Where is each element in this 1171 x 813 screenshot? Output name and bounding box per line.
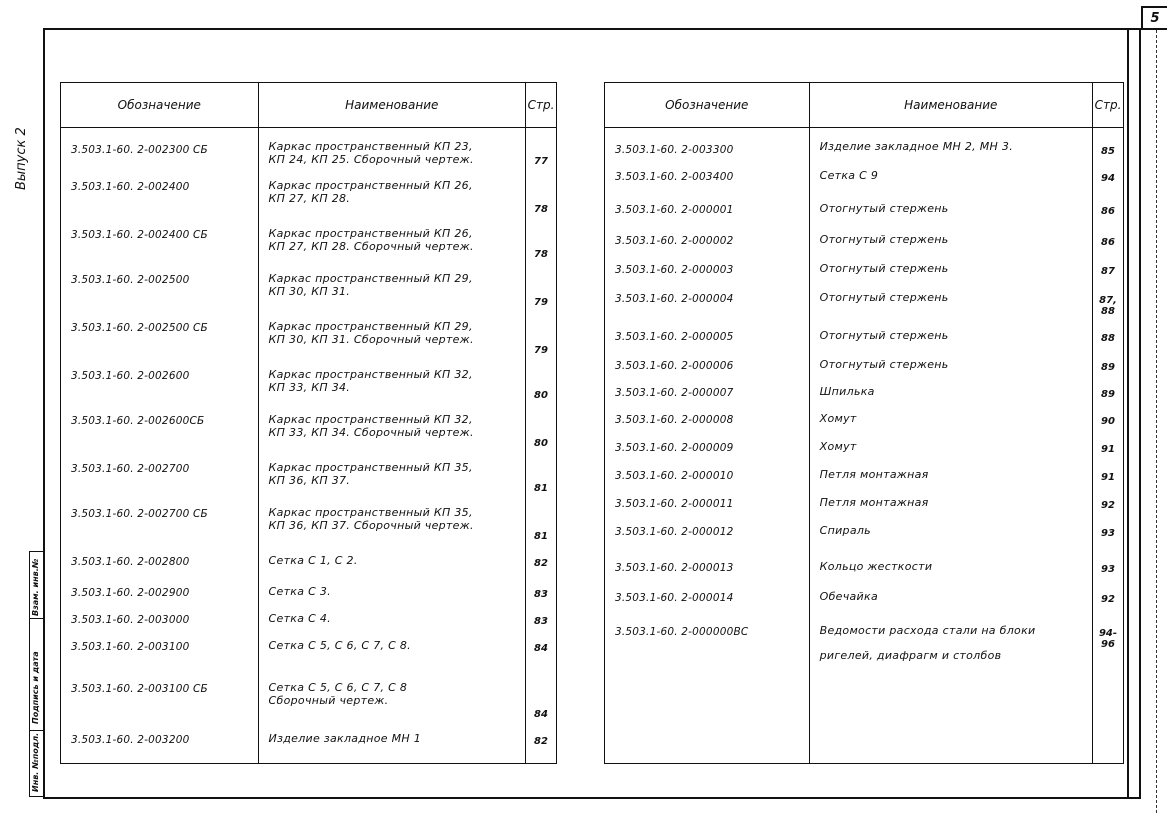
left-page-cell: 79	[525, 266, 556, 314]
left-name-line: Сетка С 4.	[268, 611, 331, 625]
left-row	[61, 500, 557, 548]
right-name-line: Отогнутый стержень	[819, 262, 949, 275]
left-row	[61, 633, 557, 675]
right-name-cell	[809, 163, 1092, 196]
left-name-cell	[258, 633, 525, 675]
right-row	[605, 352, 1124, 379]
left-name-line: Каркас пространственный КП 35,	[268, 460, 473, 474]
right-name-cell	[809, 434, 1092, 462]
left-page-cell: 83	[525, 579, 556, 606]
right-page-cell: 86	[1092, 196, 1123, 227]
right-name-cell	[809, 554, 1092, 584]
right-header-designation: Обозначение	[605, 83, 810, 128]
left-page-cell: 82	[525, 726, 556, 764]
left-name-cell	[258, 407, 525, 455]
left-name-cell	[258, 548, 525, 579]
right-name-cell	[809, 462, 1092, 490]
left-name-line: Сетка С 5, С 6, С 7, С 8	[268, 680, 408, 694]
left-name-line: Каркас пространственный КП 32,	[268, 367, 473, 381]
right-name-cell	[809, 490, 1092, 518]
left-name-line: Каркас пространственный КП 35,	[268, 505, 473, 519]
right-page-cell: 92	[1092, 490, 1123, 518]
left-designation-cell: 3.503.1-60. 2-002500 СБ	[61, 314, 259, 362]
right-designation-cell: 3.503.1-60. 2-000007	[605, 379, 810, 406]
issue-label-text: Выпуск 2	[14, 127, 29, 190]
right-name-line: Обечайка	[819, 590, 878, 603]
left-name-line: Каркас пространственный КП 29,	[268, 271, 473, 285]
right-header-row	[605, 83, 1124, 128]
right-designation-cell: 3.503.1-60. 2-000004	[605, 285, 810, 323]
right-row	[605, 518, 1124, 554]
left-page-cell: 79	[525, 314, 556, 362]
right-name-line: ригелей, диафрагм и столбов	[819, 649, 1002, 662]
right-designation-cell: 3.503.1-60. 2-000008	[605, 406, 810, 434]
right-name-cell	[809, 584, 1092, 618]
left-name-line: Каркас пространственный КП 29,	[268, 319, 473, 333]
right-header-page: Стр.	[1092, 83, 1123, 128]
right-name-cell	[809, 196, 1092, 227]
left-designation-cell: 3.503.1-60. 2-003100	[61, 633, 259, 675]
right-name-line: Хомут	[819, 440, 857, 453]
left-designation-cell: 3.503.1-60. 2-002800	[61, 548, 259, 579]
left-name-line: Изделие закладное МН 1	[268, 731, 422, 745]
right-row	[605, 584, 1124, 618]
right-designation-cell: 3.503.1-60. 2-000009	[605, 434, 810, 462]
left-name-line: КП 33, КП 34.	[268, 380, 351, 394]
left-page-cell: 77	[525, 128, 556, 173]
right-designation-cell: 3.503.1-60. 2-000012	[605, 518, 810, 554]
left-row	[61, 128, 557, 173]
right-page-cell: 86	[1092, 227, 1123, 256]
right-name-line: Отогнутый стержень	[819, 202, 949, 215]
right-page-cell: 92	[1092, 584, 1123, 618]
left-page-cell: 84	[525, 675, 556, 726]
left-row	[61, 606, 557, 633]
right-spec-table	[604, 82, 1124, 764]
right-page-cell: 90	[1092, 406, 1123, 434]
right-name-cell	[809, 285, 1092, 323]
right-page-cell: 91	[1092, 434, 1123, 462]
left-header-designation: Обозначение	[61, 83, 259, 128]
right-row	[605, 379, 1124, 406]
right-name-line: Отогнутый стержень	[819, 329, 949, 342]
left-header-row	[61, 83, 557, 128]
left-designation-cell: 3.503.1-60. 2-002700	[61, 455, 259, 500]
right-row	[605, 323, 1124, 352]
left-name-line: КП 27, КП 28. Сборочный чертеж.	[268, 239, 474, 253]
right-page-cell: 91	[1092, 462, 1123, 490]
left-name-line: КП 33, КП 34. Сборочный чертеж.	[268, 425, 474, 439]
left-name-line: Сборочный чертеж.	[268, 693, 389, 707]
right-designation-cell: 3.503.1-60. 2-000001	[605, 196, 810, 227]
left-name-line: КП 30, КП 31.	[268, 284, 351, 298]
left-page-cell: 82	[525, 548, 556, 579]
right-name-line: Ведомости расхода стали на блоки	[819, 624, 1036, 637]
right-designation-cell: 3.503.1-60. 2-003300	[605, 128, 810, 164]
right-page-cell: 89	[1092, 352, 1123, 379]
right-designation-cell: 3.503.1-60. 2-000003	[605, 256, 810, 285]
left-row	[61, 548, 557, 579]
left-name-cell	[258, 606, 525, 633]
stamp-cell-signature	[30, 620, 43, 731]
right-name-cell	[809, 406, 1092, 434]
left-row	[61, 314, 557, 362]
left-name-line: Сетка С 1, С 2.	[268, 553, 358, 567]
right-row	[605, 490, 1124, 518]
left-page-cell: 78	[525, 173, 556, 221]
right-name-line: Петля монтажная	[819, 496, 929, 509]
right-row	[605, 196, 1124, 227]
left-spec-table	[60, 82, 557, 764]
right-name-cell	[809, 518, 1092, 554]
right-name-line: Спираль	[819, 524, 871, 537]
right-name-cell	[809, 352, 1092, 379]
left-name-cell	[258, 314, 525, 362]
left-designation-cell: 3.503.1-60. 2-002300 СБ	[61, 128, 259, 173]
left-row	[61, 362, 557, 407]
left-row	[61, 173, 557, 221]
left-page-cell: 81	[525, 500, 556, 548]
left-name-line: Каркас пространственный КП 26,	[268, 178, 473, 192]
left-name-cell	[258, 362, 525, 407]
right-row	[605, 256, 1124, 285]
left-header-page: Стр.	[525, 83, 556, 128]
stamp-cell-replace	[30, 552, 43, 619]
right-page-cell: 94-96	[1092, 618, 1123, 763]
left-designation-cell: 3.503.1-60. 2-002500	[61, 266, 259, 314]
right-row	[605, 618, 1124, 763]
right-row	[605, 462, 1124, 490]
left-designation-cell: 3.503.1-60. 2-003100 СБ	[61, 675, 259, 726]
left-name-line: КП 30, КП 31. Сборочный чертеж.	[268, 332, 474, 346]
right-row	[605, 128, 1124, 164]
right-name-cell	[809, 618, 1092, 763]
left-page-cell: 78	[525, 221, 556, 266]
right-name-line: Отогнутый стержень	[819, 233, 949, 246]
right-row	[605, 285, 1124, 323]
left-page-cell: 83	[525, 606, 556, 633]
stamp-label-replace: Взам. инв.№	[31, 558, 40, 616]
right-page-cell: 89	[1092, 379, 1123, 406]
left-designation-cell: 3.503.1-60. 2-002600СБ	[61, 407, 259, 455]
left-row	[61, 266, 557, 314]
left-name-cell	[258, 266, 525, 314]
right-designation-cell: 3.503.1-60. 2-000006	[605, 352, 810, 379]
right-page-cell: 88	[1092, 323, 1123, 352]
right-designation-cell: 3.503.1-60. 2-000000ВС	[605, 618, 810, 763]
right-page-cell: 87, 88	[1092, 285, 1123, 323]
right-name-cell	[809, 379, 1092, 406]
right-name-line: Хомут	[819, 412, 857, 425]
frame-inner-line	[1127, 28, 1129, 799]
right-designation-cell: 3.503.1-60. 2-000013	[605, 554, 810, 584]
right-name-cell	[809, 323, 1092, 352]
right-page-cell: 87	[1092, 256, 1123, 285]
stamp-cell-inventory	[30, 732, 43, 794]
left-row	[61, 579, 557, 606]
left-page-cell: 80	[525, 407, 556, 455]
left-name-cell	[258, 173, 525, 221]
right-page-cell: 93	[1092, 554, 1123, 584]
right-row	[605, 434, 1124, 462]
right-designation-cell: 3.503.1-60. 2-000014	[605, 584, 810, 618]
right-page-cell: 93	[1092, 518, 1123, 554]
right-page-cell: 85	[1092, 128, 1123, 164]
right-name-line: Сетка С 9	[819, 169, 879, 182]
right-row	[605, 227, 1124, 256]
left-page-cell: 80	[525, 362, 556, 407]
left-name-cell	[258, 579, 525, 606]
left-page-cell: 81	[525, 455, 556, 500]
left-name-line: КП 24, КП 25. Сборочный чертеж.	[268, 153, 474, 166]
right-row	[605, 554, 1124, 584]
left-name-line: КП 27, КП 28.	[268, 191, 351, 205]
side-stamp	[29, 551, 45, 797]
left-name-line: Каркас пространственный КП 23,	[268, 140, 473, 153]
left-header-name: Наименование	[258, 83, 525, 128]
left-designation-cell: 3.503.1-60. 2-002900	[61, 579, 259, 606]
left-name-line: КП 36, КП 37.	[268, 473, 351, 487]
right-designation-cell: 3.503.1-60. 2-000005	[605, 323, 810, 352]
page-number: 5	[1141, 6, 1167, 30]
left-designation-cell: 3.503.1-60. 2-002600	[61, 362, 259, 407]
left-row	[61, 221, 557, 266]
left-designation-cell: 3.503.1-60. 2-002400 СБ	[61, 221, 259, 266]
right-name-cell	[809, 128, 1092, 164]
right-name-line: Шпилька	[819, 385, 875, 398]
left-row	[61, 675, 557, 726]
binding-dashed-edge	[1156, 30, 1157, 813]
left-row	[61, 407, 557, 455]
left-designation-cell: 3.503.1-60. 2-002700 СБ	[61, 500, 259, 548]
left-name-cell	[258, 500, 525, 548]
issue-label	[14, 100, 34, 190]
right-designation-cell: 3.503.1-60. 2-003400	[605, 163, 810, 196]
right-name-cell	[809, 227, 1092, 256]
left-name-cell	[258, 128, 525, 173]
left-name-cell	[258, 726, 525, 764]
left-name-line: Каркас пространственный КП 32,	[268, 412, 473, 426]
left-name-line: Сетка С 5, С 6, С 7, С 8.	[268, 638, 411, 652]
right-row	[605, 163, 1124, 196]
right-name-line: Петля монтажная	[819, 468, 929, 481]
right-page-cell: 94	[1092, 163, 1123, 196]
left-designation-cell: 3.503.1-60. 2-002400	[61, 173, 259, 221]
left-name-line: КП 36, КП 37. Сборочный чертеж.	[268, 518, 474, 532]
right-name-line: Изделие закладное МН 2, МН 3.	[819, 140, 1014, 153]
right-name-cell	[809, 256, 1092, 285]
left-name-line: Сетка С 3.	[268, 584, 331, 598]
stamp-label-inventory: Инв. №подл.	[31, 732, 40, 792]
stamp-label-signature: Подпись и дата	[31, 651, 40, 724]
left-row	[61, 455, 557, 500]
right-designation-cell: 3.503.1-60. 2-000011	[605, 490, 810, 518]
left-row	[61, 726, 557, 764]
right-header-name: Наименование	[809, 83, 1092, 128]
left-page-cell: 84	[525, 633, 556, 675]
left-designation-cell: 3.503.1-60. 2-003000	[61, 606, 259, 633]
right-name-line: Отогнутый стержень	[819, 291, 949, 304]
right-designation-cell: 3.503.1-60. 2-000010	[605, 462, 810, 490]
left-name-line: Каркас пространственный КП 26,	[268, 226, 473, 240]
right-name-line: Отогнутый стержень	[819, 358, 949, 371]
right-name-line: Кольцо жесткости	[819, 560, 933, 573]
right-designation-cell: 3.503.1-60. 2-000002	[605, 227, 810, 256]
left-name-cell	[258, 221, 525, 266]
right-row	[605, 406, 1124, 434]
left-name-cell	[258, 455, 525, 500]
left-name-cell	[258, 675, 525, 726]
left-designation-cell: 3.503.1-60. 2-003200	[61, 726, 259, 764]
